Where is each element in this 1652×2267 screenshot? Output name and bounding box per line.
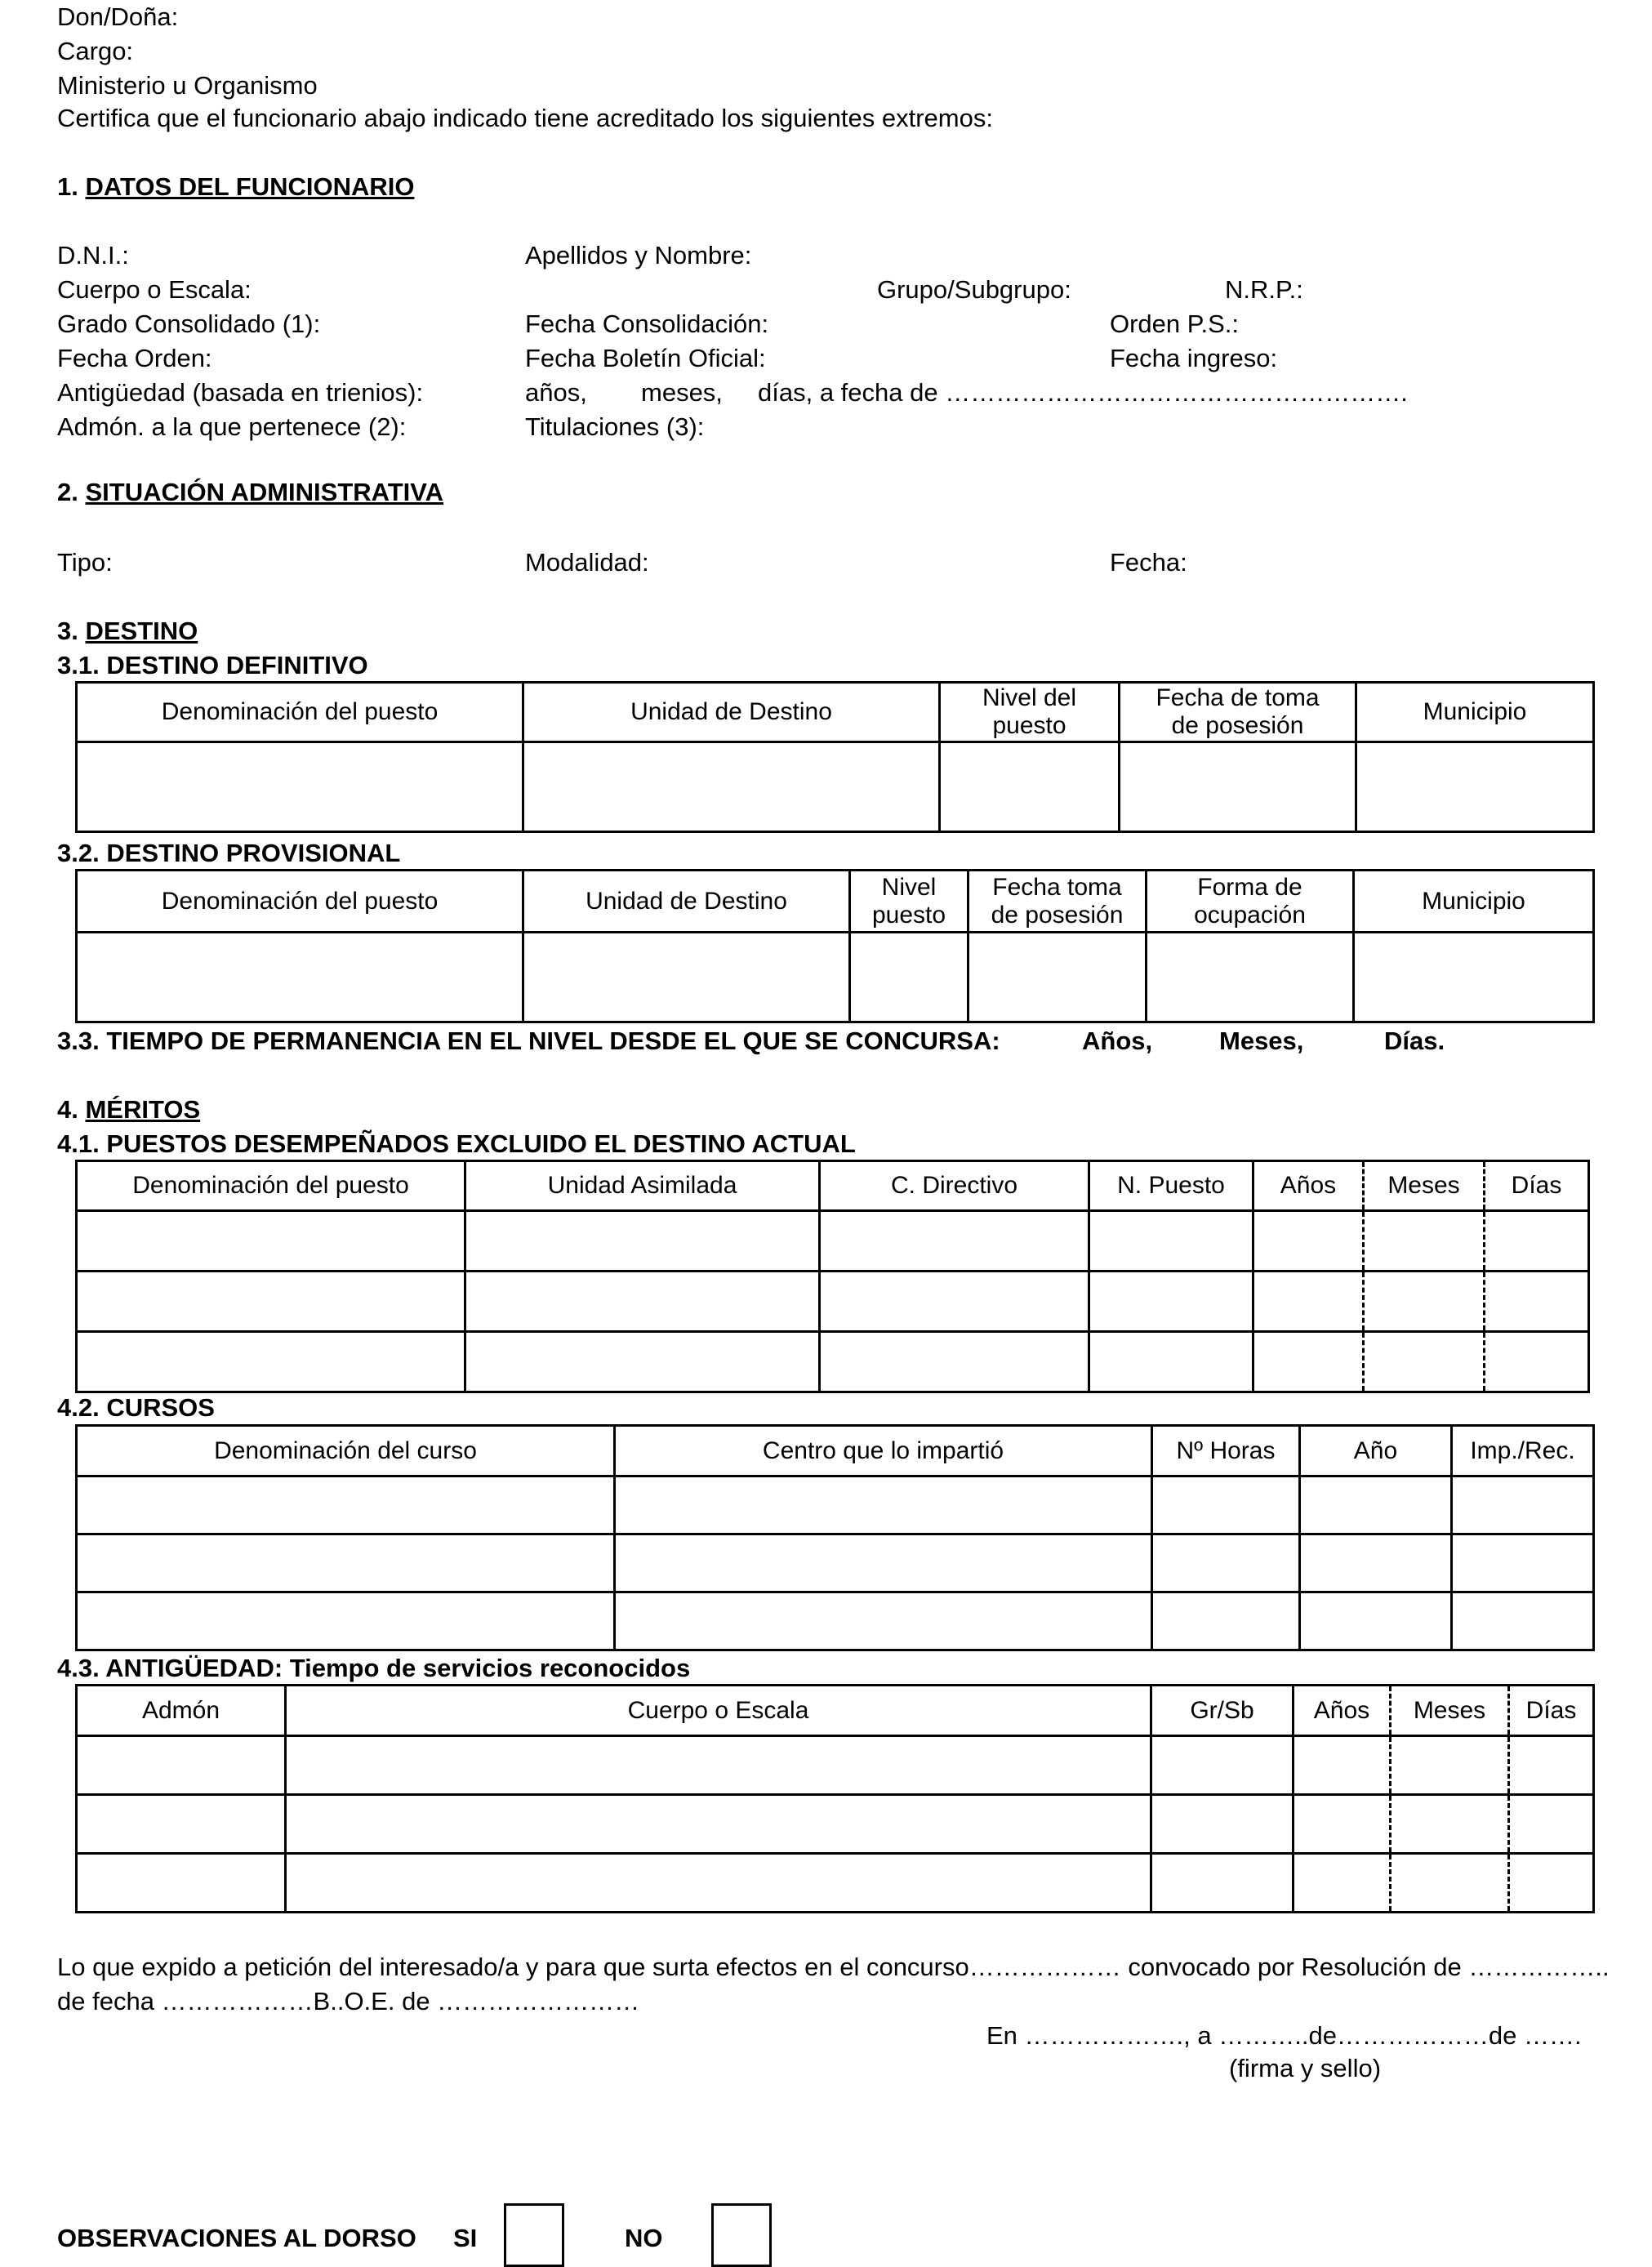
- input-cell[interactable]: [1089, 1332, 1253, 1392]
- input-cell[interactable]: [1485, 1272, 1589, 1332]
- input-cell[interactable]: [77, 1592, 615, 1650]
- col-header: Municipio: [1356, 683, 1594, 742]
- table-header-row: [77, 683, 1594, 742]
- antiguedad-heading: 4.3. ANTIGÜEDAD: Tiempo de servicios reconocidos: [57, 1654, 691, 1682]
- input-cell[interactable]: [1300, 1592, 1452, 1650]
- input-cell[interactable]: [286, 1854, 1151, 1913]
- don-label: Don/Doña:: [57, 2, 179, 31]
- fecha-boletin-label: Fecha Boletín Oficial:: [525, 344, 766, 372]
- fecha-orden-label: Fecha Orden:: [57, 344, 212, 372]
- table-header-row: [77, 1686, 1594, 1736]
- col-header: Denominación del puesto: [77, 871, 523, 933]
- table-row: [77, 1736, 1594, 1795]
- input-cell[interactable]: [1152, 1592, 1300, 1650]
- input-cell[interactable]: [1391, 1736, 1509, 1795]
- cargo-label: Cargo:: [57, 37, 134, 65]
- input-cell[interactable]: [1294, 1736, 1391, 1795]
- col-header: Denominación del puesto: [77, 1161, 465, 1211]
- input-cell[interactable]: [77, 1795, 286, 1854]
- input-cell[interactable]: [1151, 1854, 1294, 1913]
- admon-label: Admón. a la que pertenece (2):: [57, 412, 407, 441]
- puestos-desempenados-heading: 4.1. PUESTOS DESEMPEÑADOS EXCLUIDO EL DESTINO ACTUAL: [57, 1129, 856, 1158]
- tiempo-permanencia-heading: 3.3. TIEMPO DE PERMANENCIA EN EL NIVEL DESDE EL QUE SE CONCURSA:: [57, 1027, 1000, 1055]
- table-row: [77, 1476, 1594, 1534]
- section-1-title: DATOS DEL FUNCIONARIO: [85, 172, 415, 201]
- input-cell[interactable]: [77, 742, 523, 832]
- col-header: Años: [1253, 1161, 1364, 1211]
- input-cell[interactable]: [1120, 742, 1356, 832]
- input-cell[interactable]: [1364, 1332, 1485, 1392]
- input-cell[interactable]: [615, 1534, 1152, 1592]
- cursos-heading: 4.2. CURSOS: [57, 1393, 215, 1422]
- input-cell[interactable]: [1509, 1795, 1594, 1854]
- antiguedad-dias-label: días, a fecha de ……………………………………………….: [758, 378, 1408, 407]
- input-cell[interactable]: [1253, 1332, 1364, 1392]
- input-cell[interactable]: [820, 1211, 1089, 1272]
- input-cell[interactable]: [1509, 1736, 1594, 1795]
- titulaciones-label: Titulaciones (3):: [525, 412, 705, 441]
- col-header: Cuerpo o Escala: [286, 1686, 1151, 1736]
- cuerpo-label: Cuerpo o Escala:: [57, 275, 252, 304]
- input-cell[interactable]: [1364, 1211, 1485, 1272]
- input-cell[interactable]: [1364, 1272, 1485, 1332]
- input-cell[interactable]: [1509, 1854, 1594, 1913]
- antiguedad-meses-label: meses,: [641, 378, 723, 407]
- col-header: C. Directivo: [820, 1161, 1089, 1211]
- input-cell[interactable]: [77, 1476, 615, 1534]
- col-header: Unidad de Destino: [523, 683, 940, 742]
- grado-label: Grado Consolidado (1):: [57, 310, 321, 338]
- input-cell[interactable]: [1485, 1332, 1589, 1392]
- input-cell[interactable]: [286, 1736, 1151, 1795]
- input-cell[interactable]: [615, 1592, 1152, 1650]
- permanencia-dias-label: Días.: [1384, 1027, 1445, 1055]
- permanencia-meses-label: Meses,: [1219, 1027, 1304, 1055]
- si-checkbox[interactable]: [504, 2203, 564, 2267]
- si-label: SI: [453, 2224, 478, 2252]
- table-row: [77, 933, 1594, 1022]
- input-cell[interactable]: [465, 1332, 820, 1392]
- col-header: Días: [1509, 1686, 1594, 1736]
- col-header-text: Fecha de toma de posesión: [1156, 684, 1320, 739]
- input-cell[interactable]: [1253, 1211, 1364, 1272]
- table-header-row: [77, 1161, 1589, 1211]
- cursos-table: [75, 1424, 1595, 1651]
- input-cell[interactable]: [465, 1272, 820, 1332]
- col-header: [850, 871, 968, 933]
- input-cell[interactable]: [1391, 1795, 1509, 1854]
- input-cell[interactable]: [77, 933, 523, 1022]
- input-cell[interactable]: [615, 1476, 1152, 1534]
- section-2-title: SITUACIÓN ADMINISTRATIVA: [85, 478, 444, 506]
- grupo-label: Grupo/Subgrupo:: [877, 275, 1071, 304]
- col-header-text: Forma de ocupación: [1194, 873, 1306, 929]
- col-header: Municipio: [1354, 871, 1594, 933]
- input-cell[interactable]: [523, 742, 940, 832]
- fecha-ingreso-label: Fecha ingreso:: [1110, 344, 1278, 372]
- input-cell[interactable]: [1152, 1534, 1300, 1592]
- fecha-label: Fecha:: [1110, 548, 1187, 577]
- section-4-title: MÉRITOS: [85, 1095, 201, 1124]
- input-cell[interactable]: [1300, 1534, 1452, 1592]
- col-header: Gr/Sb: [1151, 1686, 1294, 1736]
- section-2-heading: [57, 477, 443, 508]
- input-cell[interactable]: [77, 1736, 286, 1795]
- input-cell[interactable]: [77, 1854, 286, 1913]
- section-1-heading: [57, 171, 415, 203]
- certifica-text: Certifica que el funcionario abajo indicado tiene acreditado los siguientes extremos:: [57, 104, 993, 132]
- col-header: Unidad Asimilada: [465, 1161, 820, 1211]
- input-cell[interactable]: [850, 933, 968, 1022]
- input-cell[interactable]: [1452, 1476, 1594, 1534]
- table-row: [77, 1854, 1594, 1913]
- input-cell[interactable]: [77, 1534, 615, 1592]
- destino-provisional-heading: 3.2. DESTINO PROVISIONAL: [57, 839, 401, 867]
- input-cell[interactable]: [77, 1332, 465, 1392]
- col-header: Años: [1294, 1686, 1391, 1736]
- lugar-fecha-text: En ………………., a ………..de………………de …….: [986, 2021, 1582, 2050]
- input-cell[interactable]: [1391, 1854, 1509, 1913]
- input-cell[interactable]: [523, 933, 850, 1022]
- col-header: Días: [1485, 1161, 1589, 1211]
- col-header: [968, 871, 1147, 933]
- col-header: Año: [1300, 1426, 1452, 1476]
- input-cell[interactable]: [1253, 1272, 1364, 1332]
- permanencia-anios-label: Años,: [1082, 1027, 1153, 1055]
- input-cell[interactable]: [1089, 1211, 1253, 1272]
- no-label: NO: [625, 2224, 663, 2252]
- input-cell[interactable]: [820, 1272, 1089, 1332]
- input-cell[interactable]: [968, 933, 1147, 1022]
- col-header-text: Nivel puesto: [872, 873, 946, 929]
- col-header: Unidad de Destino: [523, 871, 850, 933]
- table-header-row: [77, 1426, 1594, 1476]
- section-4-number: 4.: [57, 1095, 78, 1124]
- input-cell[interactable]: [1300, 1476, 1452, 1534]
- input-cell[interactable]: [77, 1211, 465, 1272]
- puestos-desempenados-table: [75, 1160, 1590, 1393]
- table-row: [77, 742, 1594, 832]
- nrp-label: N.R.P.:: [1225, 275, 1303, 304]
- input-cell[interactable]: [1452, 1534, 1594, 1592]
- antiguedad-table: [75, 1684, 1595, 1913]
- section-2-number: 2.: [57, 478, 78, 506]
- section-3-title: DESTINO: [85, 617, 198, 645]
- col-header-text: Nivel del puesto: [982, 684, 1077, 739]
- observaciones-label: OBSERVACIONES AL DORSO: [57, 2224, 416, 2252]
- col-header: Denominación del puesto: [77, 683, 523, 742]
- table-row: [77, 1211, 1589, 1272]
- table-row: [77, 1272, 1589, 1332]
- input-cell[interactable]: [1151, 1736, 1294, 1795]
- table-header-row: [77, 871, 1594, 933]
- input-cell[interactable]: [1089, 1272, 1253, 1332]
- input-cell[interactable]: [77, 1272, 465, 1332]
- input-cell[interactable]: [1294, 1854, 1391, 1913]
- col-header: Centro que lo impartió: [615, 1426, 1152, 1476]
- apellidos-label: Apellidos y Nombre:: [525, 241, 752, 269]
- fecha-boe-text: de fecha ………………B..O.E. de ……………………: [57, 1987, 640, 2015]
- input-cell[interactable]: [820, 1332, 1089, 1392]
- destino-definitivo-heading: 3.1. DESTINO DEFINITIVO: [57, 651, 368, 679]
- section-4-heading: [57, 1094, 200, 1125]
- input-cell[interactable]: [1294, 1795, 1391, 1854]
- col-header: [1120, 683, 1356, 742]
- input-cell[interactable]: [940, 742, 1120, 832]
- section-3-number: 3.: [57, 617, 78, 645]
- destino-definitivo-table: [75, 681, 1595, 833]
- table-row: [77, 1592, 1594, 1650]
- col-header: Denominación del curso: [77, 1426, 615, 1476]
- input-cell[interactable]: [1485, 1211, 1589, 1272]
- antiguedad-anios-label: años,: [525, 378, 587, 407]
- col-header: Meses: [1364, 1161, 1485, 1211]
- col-header: Nº Horas: [1152, 1426, 1300, 1476]
- col-header: [1147, 871, 1354, 933]
- section-1-number: 1.: [57, 172, 78, 201]
- firma-sello-text: (firma y sello): [1229, 2054, 1382, 2082]
- ministerio-label: Ministerio u Organismo: [57, 71, 318, 100]
- table-row: [77, 1332, 1589, 1392]
- dni-label: D.N.I.:: [57, 241, 129, 269]
- tipo-label: Tipo:: [57, 548, 113, 577]
- input-cell[interactable]: [1354, 933, 1594, 1022]
- fecha-consolidacion-label: Fecha Consolidación:: [525, 310, 769, 338]
- col-header: Imp./Rec.: [1452, 1426, 1594, 1476]
- input-cell[interactable]: [465, 1211, 820, 1272]
- input-cell[interactable]: [1356, 742, 1594, 832]
- input-cell[interactable]: [1151, 1795, 1294, 1854]
- input-cell[interactable]: [1147, 933, 1354, 1022]
- modalidad-label: Modalidad:: [525, 548, 649, 577]
- no-checkbox[interactable]: [711, 2203, 772, 2267]
- antiguedad-label: Antigüedad (basada en trienios):: [57, 378, 424, 407]
- col-header: [940, 683, 1120, 742]
- col-header: Meses: [1391, 1686, 1509, 1736]
- destino-provisional-table: [75, 869, 1595, 1023]
- col-header: N. Puesto: [1089, 1161, 1253, 1211]
- expide-text: Lo que expido a petición del interesado/a y para que surta efectos en el concurso……………… convocado por Resolución de ……………..: [57, 1953, 1610, 1981]
- input-cell[interactable]: [1152, 1476, 1300, 1534]
- input-cell[interactable]: [1452, 1592, 1594, 1650]
- orden-ps-label: Orden P.S.:: [1110, 310, 1239, 338]
- table-row: [77, 1534, 1594, 1592]
- col-header: Admón: [77, 1686, 286, 1736]
- table-row: [77, 1795, 1594, 1854]
- section-3-heading: [57, 616, 198, 647]
- col-header-text: Fecha toma de posesión: [991, 873, 1124, 929]
- input-cell[interactable]: [286, 1795, 1151, 1854]
